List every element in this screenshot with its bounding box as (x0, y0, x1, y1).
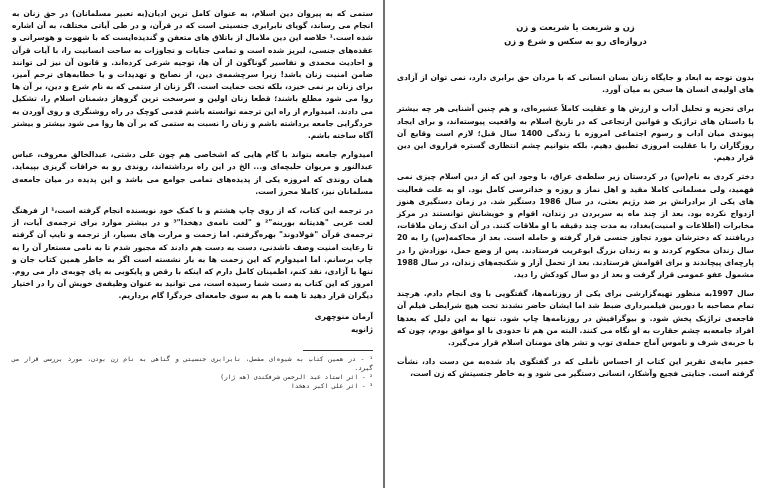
right-paragraph-3: دختر کردی به نام(س) در کردستان زیر سلطه‌ی عراق، با وجود این که از دین اسلام چیزی نمی فهمید، ولی مسلمانی کاملا مقید و اهل نماز و روزه و خداترسی کامل بود. او به علت فعالیت های یکی از برادرانش بر ضد رژیم بعثی، در سال 1986 دستگیر شد. در زمان دستگیری هنوز ازدواج نکرده بود. بعد از چند ماه به سربردن در زندان، اقوام و خویشانش توانستند در مرکز مخابرات (اطلاعات و امنیت)بغداد، به مدت چند دقیقه با او ملاقات کنند. در آن اندک زمان ملاقات، دریافتند که دخترشان مورد تجاوز جنسی قرار گرفته و حامله است. بعد از محاکمه(س) را به 20 سال زندان محکوم کردند و به زندان بزرگ ابوغریب فرستادند. پس از وضع حمل، نوزادش را در پارچه‌ای پیچاندند و برای اقوامش فرستادند. بعد از تحمل آزار و شکنجه‌های زندان، در سال 1988 مشمول عفو عمومی قرار گرفت و بعد از دو سال کودکش را دید. (397, 172, 754, 280)
chapter-title: زن و شریعت یا شریعت و زن (516, 22, 635, 32)
left-page-text (12, 8, 373, 391)
left-paragraph-1: ستمی که به پیروان دین اسلام، به عنوان کامل ترین ادیان(به تعبیر مسلمانان) در حق زنان به انجام می رساند، گویای نابرابری جنسیتی است که در قرآن، و در طی آیاتی مختلف، به آن اشاره شده است.¹ خلاصه این دین ملامال از باتلاق های متعفن و گندیده‌ایست که با شهوت و هوسرانی و عقده‌های جنسی، لبریز شده است و تمامی جنایات و تجاوزات به ساحت انسانیت را، با آیات قرآن و احادیث محمدی و تفاسیر گوناگون از آن ها، توجیه شرعی کرده‌اند. و قانون آن نیز لی توانند ضامن امنیت زنان باشد! زیرا سرچشمه‌ی دین، از نصایح و تهدیدات و یا خطابه‌های ترحم آمیز، برای زنان بر نمی خیزد، بلکه تحت حمایت است. اگر زنان از ستمی که به نام شرع و دین، بر آن ها روا می شود مطلع باشند؛ قطعا زنان اولین و سرسخت ترین گروهاز دشمنان اسلام را، تشکیل می دادند. امیدوارم از راه این ترجمه توانسته باشم قدمی کوچک در راه روشنگری و روی آوردن به خردگرایی جامعه برداشته باشم و زنان را نسبت به ستمی که بر آن ها روا می شود بیشتر و بیشتر آگاه ساخته باشم. (12, 9, 373, 141)
translator-name: آرمان منوچهری (314, 311, 373, 321)
footnote-2: ² - اثر استاد عبد الرحمن شرفکندی (هه ژار) (220, 373, 373, 381)
right-paragraph-5: خمیر مایه‌ی تقریر این کتاب از احساس تأملی که در گفتگوی یاد شده‌به من دست داد، نشأت گرفته است. جنایتی فجیع وآشکار، انسانی دستگیر می شود و به خاطر جنسیتش که زن است، (397, 357, 754, 379)
footnote-3: ³ - اثر علی اکبر دهخدا (291, 382, 373, 390)
left-paragraph-2: امیدوارم جامعه بتواند با گام هایی که اشخاصی هم چون علی دشتی، عبدالخالق معروف، عباس عبدالنور و مریوان حلبچه‌ای و... الخ در این راه برداشته‌اند، روندی رو به خرافات گریزی بپیماید. همان روندی که امروزه یکی از پدیده‌های تمامی جوامع می باشد و این پدیده در میان جامعه‌ی مسلمانان نیز، کاملا محرز است. (12, 150, 373, 196)
left-page (0, 0, 383, 488)
right-page (385, 0, 768, 488)
footnote-divider (303, 350, 373, 351)
signature-place: ژانویه (350, 324, 373, 334)
right-page-text (397, 20, 754, 381)
right-paragraph-4: سال 1997به منظور تهیه‌گزارشی برای یکی از روزنامه‌ها، گفتگویی با وی انجام دادم. هرچند تمام مصاحبه با دوربین فیلمبرداری ضبط شد اما ایشان حاضر نشدند تحت هیچ شرایطی فیلم آن فاجعه‌ی تراژیک پخش شود. و بیوگرافیش در روزنامه‌ها چاپ شود. تنها به این دلیل که بعدها افراد جامعه‌به چشم حقارت به او نگاه می کنند. البته من هم تا حدودی با او موافق بودم، چون که با حربه‌ی شرف و ناموس آماج حمله‌ی توپ و تشر های مومنان اسلام قرار می‌گیرد. (397, 289, 754, 348)
chapter-subtitle: دروازه‌ای رو به سکس و شرع و زن (504, 36, 647, 46)
right-paragraph-1: بدون توجه به ابعاد و جایگاه زنان بسان انسانی که با مردان حق برابری دارد، نمی توان از آزادی های اولیه‌ی انسان ها سخن به میان آورد. (397, 73, 754, 95)
chapter-heading (397, 20, 754, 48)
footnote-1: ¹ - در همین کتاب به شیوه‌ای مفصل، نابرابری جنسیتی و گناهی به نام زن بودن، مورد بررسی قرار می گیرد. (12, 355, 373, 372)
left-paragraph-3: در ترجمه این کتاب، که از روی چاپ هشتم و با کمک خود نویسنده انجام گرفته است،¹ از فرهنگ لغت عربی "هدیتانه بورینه"² و "لغت نامه‌ی دهخدا"³ و در بیشتر موارد برای ترجمه‌ی آیات، از ترجمه‌ی قرآن "فولادوند" بهره‌گرفتم. اما زحمت و مرارت های بسیار، از ترجمه و تایپ آن گرفته تا رعایت امنیت وصف ناشدنی، دست به دست هم دادند که مجبور شدم تا به نامی مستعار آن را به چاپ برسانم. اما امیدوارم که این زحمت ها به بار نشسته است اگر به خاطر همین کتاب جان و تنها با آزادی، نقد کنم، اطمینان کامل دارم که اینکه با رقص و پایکوبی به پای چوبه‌ی دار می روم. امروز که این کتاب به دست شما رسیده است، می توانید به عنوان وظیفه‌ی خویش آن را در اختیار دیگران قرار دهید تا همه با هم به سوی جامعه‌ای خردگرا گام برداریم. (12, 206, 373, 301)
right-paragraph-2: برای تجزیه و تحلیل آداب و ارزش ها و عقلیت کاملاً عشیره‌ای، و هم چنین آشنایی هر چه بیشتر با داستان های تراژیک و قوانین ارتجاعی که در تاریخ اسلام به واقعیت پیوسته‌اند، و برای ایجاد پیوندی میان آداب و رسوم اجتماعی امروزه با زندگی 1400 سال قبل؛ لازم است وقایع آن روزگاران را با عقلیت امروزی تطبیق دهیم. بلکه بتوانیم چشم انتظاری گستره فراروی این دین قرار دهیم. (397, 104, 754, 163)
